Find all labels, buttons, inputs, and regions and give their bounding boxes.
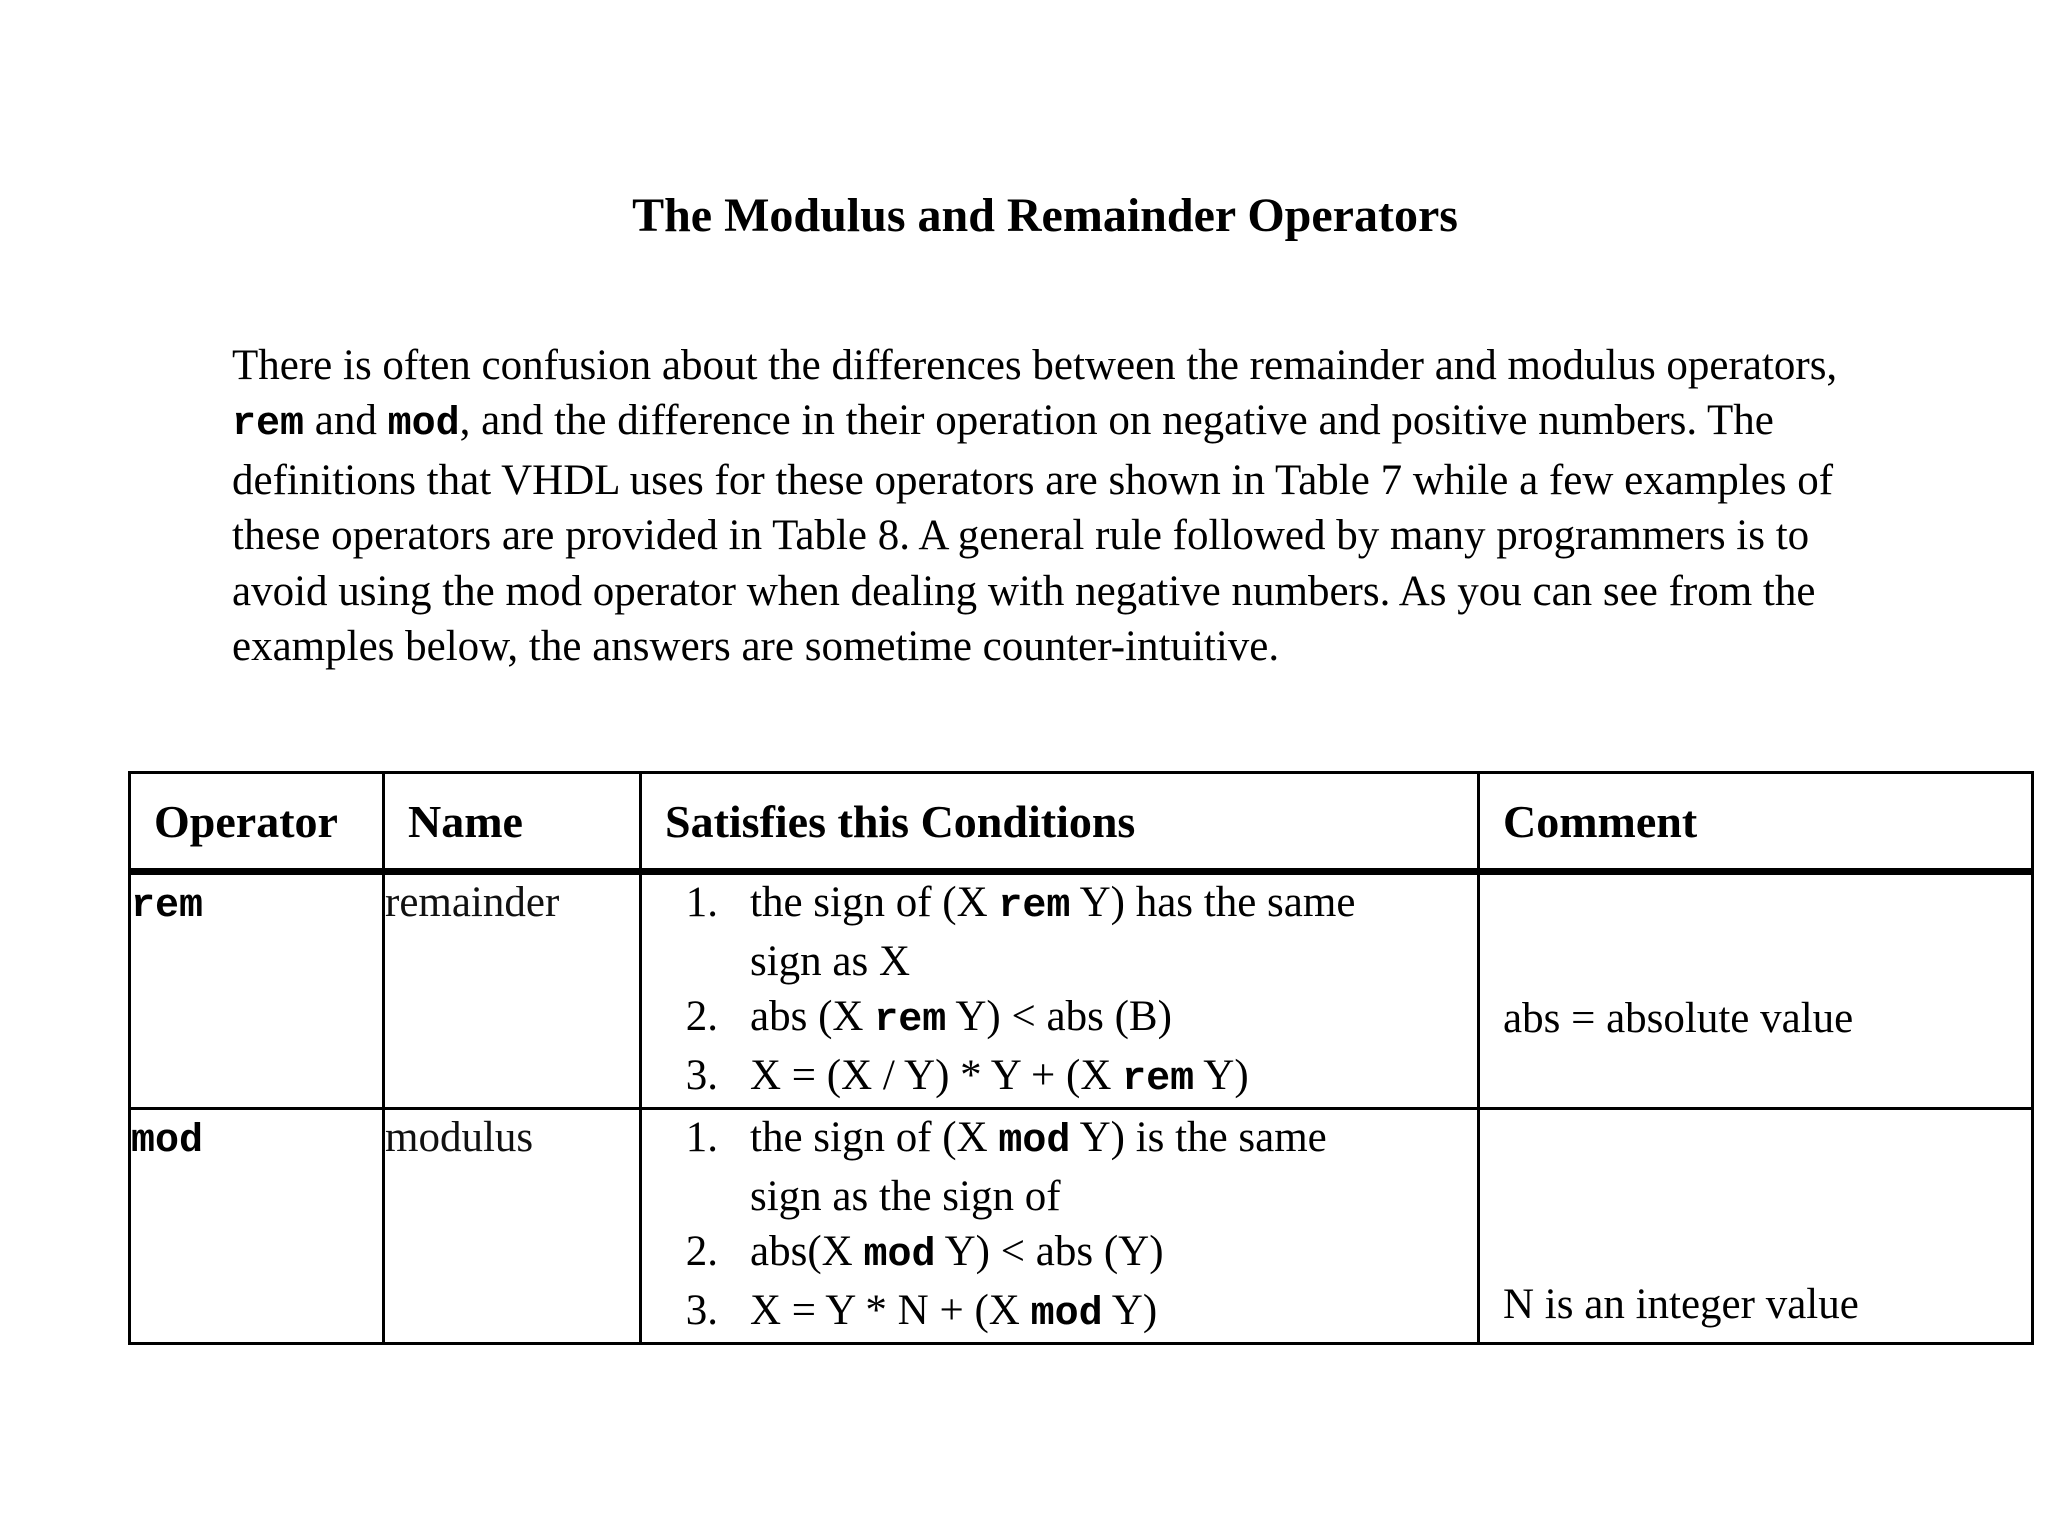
condition-post: Y)	[1102, 1287, 1158, 1334]
condition-item	[642, 989, 1477, 1048]
intro-text: , and the difference in their operation on negative and positive numbers. The	[459, 397, 1774, 445]
operator-cell	[130, 1109, 384, 1344]
page-title: The Modulus and Remainder Operators	[632, 189, 1458, 242]
condition-continuation: sign as X	[750, 938, 911, 985]
condition-code: rem	[1122, 1057, 1195, 1102]
comment-text: abs = absolute value	[1503, 995, 1854, 1042]
intro-line	[232, 393, 2032, 452]
header-operator: Operator	[130, 773, 384, 872]
intro-line: definitions that VHDL uses for these operators are shown in Table 7 while a few examples of	[232, 456, 1834, 504]
condition-item	[642, 1224, 1477, 1283]
header-conditions: Satisfies this Conditions	[641, 773, 1479, 872]
condition-item	[642, 1283, 1477, 1342]
condition-pre: abs (X	[750, 993, 875, 1040]
intro-text: and	[304, 397, 388, 445]
condition-text	[750, 1224, 1477, 1283]
operator-code: mod	[131, 1119, 204, 1164]
table-row	[130, 1109, 2033, 1344]
condition-post: Y) has the same	[1070, 879, 1356, 926]
condition-number: 3.	[685, 1052, 718, 1099]
condition-text	[750, 875, 1477, 989]
condition-pre: the sign of (X	[750, 1114, 999, 1161]
condition-item	[642, 1048, 1477, 1107]
code-rem: rem	[232, 402, 305, 448]
conditions-cell	[641, 1109, 1479, 1344]
condition-number: 1.	[685, 879, 718, 926]
condition-text	[750, 1048, 1477, 1107]
name-cell: modulus	[384, 1109, 641, 1344]
condition-item	[642, 875, 1477, 989]
condition-code: mod	[863, 1233, 936, 1278]
condition-code: mod	[1030, 1292, 1103, 1337]
condition-continuation: sign as the sign of	[750, 1173, 1061, 1220]
operator-cell	[130, 872, 384, 1109]
condition-pre: abs(X	[750, 1228, 864, 1275]
comment-text: N is an integer value	[1503, 1281, 1859, 1328]
table-header-row	[130, 773, 2033, 872]
condition-post: Y) < abs (Y)	[935, 1228, 1164, 1275]
intro-line: these operators are provided in Table 8. A general rule followed by many programmers is to	[232, 512, 1810, 560]
condition-number: 1.	[685, 1114, 718, 1161]
header-name: Name	[384, 773, 641, 872]
condition-pre: the sign of (X	[750, 879, 999, 926]
condition-post: Y) < abs (B)	[946, 993, 1172, 1040]
condition-pre: X = Y * N + (X	[750, 1287, 1031, 1334]
condition-code: mod	[998, 1119, 1071, 1164]
comment-cell	[1479, 1109, 2033, 1344]
intro-paragraph	[232, 338, 2032, 674]
operator-code: rem	[131, 884, 204, 929]
condition-post: Y) is the same	[1070, 1114, 1327, 1161]
comment-cell	[1479, 872, 2033, 1109]
intro-line: examples below, the answers are sometime counter-intuitive.	[232, 623, 1280, 671]
header-comment: Comment	[1479, 773, 2033, 872]
condition-number: 3.	[685, 1287, 718, 1334]
name-cell: remainder	[384, 872, 641, 1109]
condition-text	[750, 1110, 1477, 1224]
condition-text	[750, 989, 1477, 1048]
code-mod: mod	[387, 402, 460, 448]
intro-line: There is often confusion about the differences between the remainder and modulus operators,	[232, 342, 1838, 389]
intro-line: avoid using the mod operator when dealing with negative numbers. As you can see from the	[232, 567, 1816, 615]
condition-pre: X = (X / Y) * Y + (X	[750, 1052, 1123, 1099]
condition-code: rem	[874, 998, 947, 1043]
condition-number: 2.	[685, 1228, 718, 1275]
operators-table	[128, 771, 2034, 1345]
condition-number: 2.	[685, 993, 718, 1040]
conditions-cell	[641, 872, 1479, 1109]
condition-code: rem	[998, 884, 1071, 929]
table-row	[130, 872, 2033, 1109]
condition-post: Y)	[1194, 1052, 1249, 1099]
condition-item	[642, 1110, 1477, 1224]
condition-text	[750, 1283, 1477, 1342]
